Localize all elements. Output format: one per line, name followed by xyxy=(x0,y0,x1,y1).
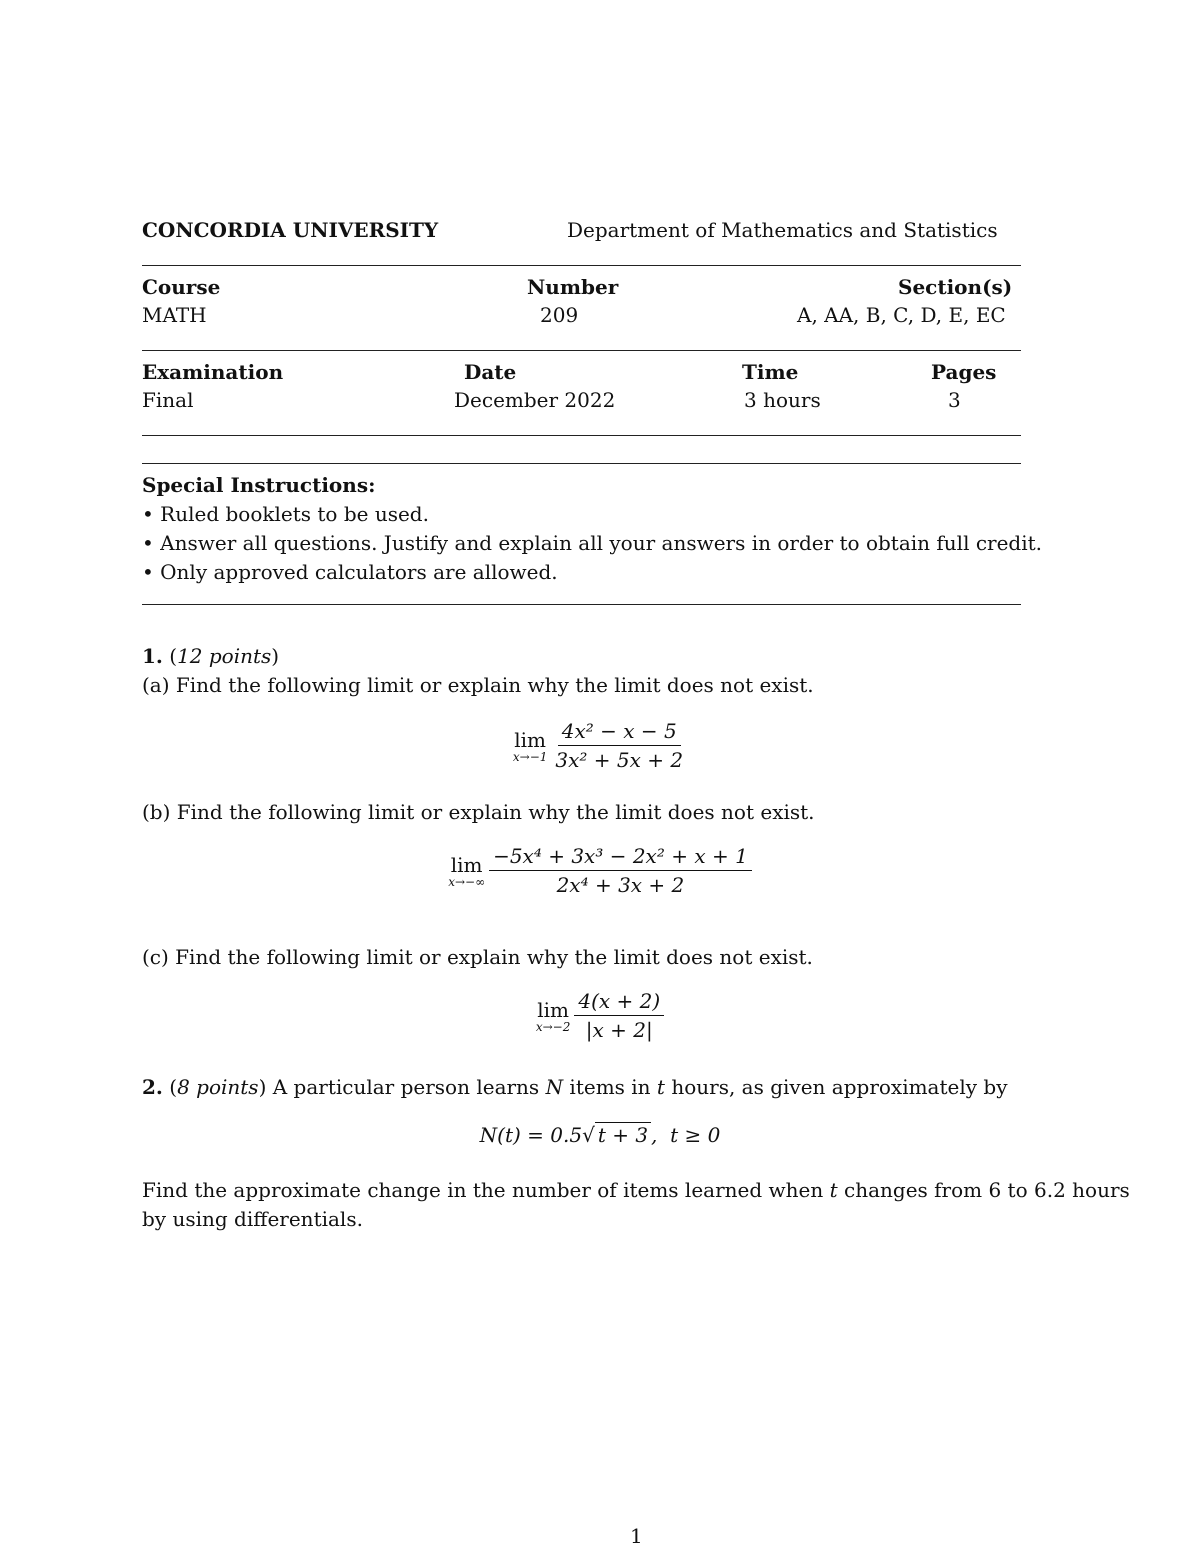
limit-operator: lim x→−∞ xyxy=(448,852,486,889)
q1c-equation xyxy=(0,990,1200,1041)
numerator: −5x⁴ + 3x³ − 2x² + x + 1 xyxy=(489,845,752,871)
instruction-item: • Only approved calculators are allowed. xyxy=(142,560,558,584)
q1a-prompt: (a) Find the following limit or explain why the limit does not exist. xyxy=(142,673,814,697)
date-header: Date xyxy=(464,360,517,384)
divider xyxy=(142,604,1021,605)
time-value: 3 hours xyxy=(744,388,821,412)
pages-value: 3 xyxy=(948,388,961,412)
q1-heading: 1. (12 points) xyxy=(142,644,280,668)
denominator: 3x² + 5x + 2 xyxy=(555,748,684,772)
course-header: Course xyxy=(142,275,221,299)
page-number: 1 xyxy=(630,1524,643,1548)
q1a-equation xyxy=(0,720,1200,771)
university-name: CONCORDIA UNIVERSITY xyxy=(142,218,439,242)
q2-points: 8 points xyxy=(177,1075,259,1099)
sections-value: A, AA, B, C, D, E, EC xyxy=(797,303,1006,327)
q2-equation: N(t) = 0.5 √ t + 3 , t ≥ 0 xyxy=(479,1122,721,1147)
q1-points: 12 points xyxy=(177,644,272,668)
q1-number: 1. xyxy=(142,644,163,668)
q2-heading: 2. (8 points) A particular person learns N items in t hours, as given approximately by xyxy=(142,1075,1008,1099)
sections-header: Section(s) xyxy=(898,275,1013,299)
fraction xyxy=(489,845,752,896)
denominator: |x + 2| xyxy=(585,1018,653,1042)
q1b-equation xyxy=(0,845,1200,896)
number-value: 209 xyxy=(540,303,579,327)
examination-value: Final xyxy=(142,388,194,412)
q2-body-line1: Find the approximate change in the number of items learned when t changes from 6 to 6.2 hours xyxy=(142,1178,1130,1202)
numerator: 4x² − x − 5 xyxy=(558,720,681,746)
bullet-icon: • xyxy=(142,531,154,555)
divider xyxy=(142,463,1021,464)
divider xyxy=(142,350,1021,351)
radicand: t + 3 xyxy=(595,1122,651,1147)
time-header: Time xyxy=(742,360,799,384)
department-name: Department of Mathematics and Statistics xyxy=(567,218,998,242)
fraction xyxy=(551,720,687,771)
sqrt-icon: √ xyxy=(582,1122,595,1147)
divider xyxy=(142,435,1021,436)
number-header: Number xyxy=(527,275,619,299)
denominator: 2x⁴ + 3x + 2 xyxy=(556,873,685,897)
q2-body-line2: by using differentials. xyxy=(142,1207,363,1231)
limit-operator: lim x→−1 xyxy=(512,727,548,764)
instruction-item: • Answer all questions. Justify and explain all your answers in order to obtain full credit. xyxy=(142,531,1043,555)
instructions-title: Special Instructions: xyxy=(142,473,376,497)
bullet-icon: • xyxy=(142,502,154,526)
examination-header: Examination xyxy=(142,360,284,384)
date-value: December 2022 xyxy=(454,388,616,412)
pages-header: Pages xyxy=(931,360,997,384)
instruction-item: • Ruled booklets to be used. xyxy=(142,502,429,526)
limit-operator: lim x→−2 xyxy=(535,997,571,1034)
q1c-prompt: (c) Find the following limit or explain why the limit does not exist. xyxy=(142,945,813,969)
numerator: 4(x + 2) xyxy=(574,990,664,1016)
divider xyxy=(142,265,1021,266)
bullet-icon: • xyxy=(142,560,154,584)
q2-number: 2. xyxy=(142,1075,163,1099)
q1b-prompt: (b) Find the following limit or explain why the limit does not exist. xyxy=(142,800,815,824)
fraction xyxy=(574,990,664,1041)
course-value: MATH xyxy=(142,303,207,327)
